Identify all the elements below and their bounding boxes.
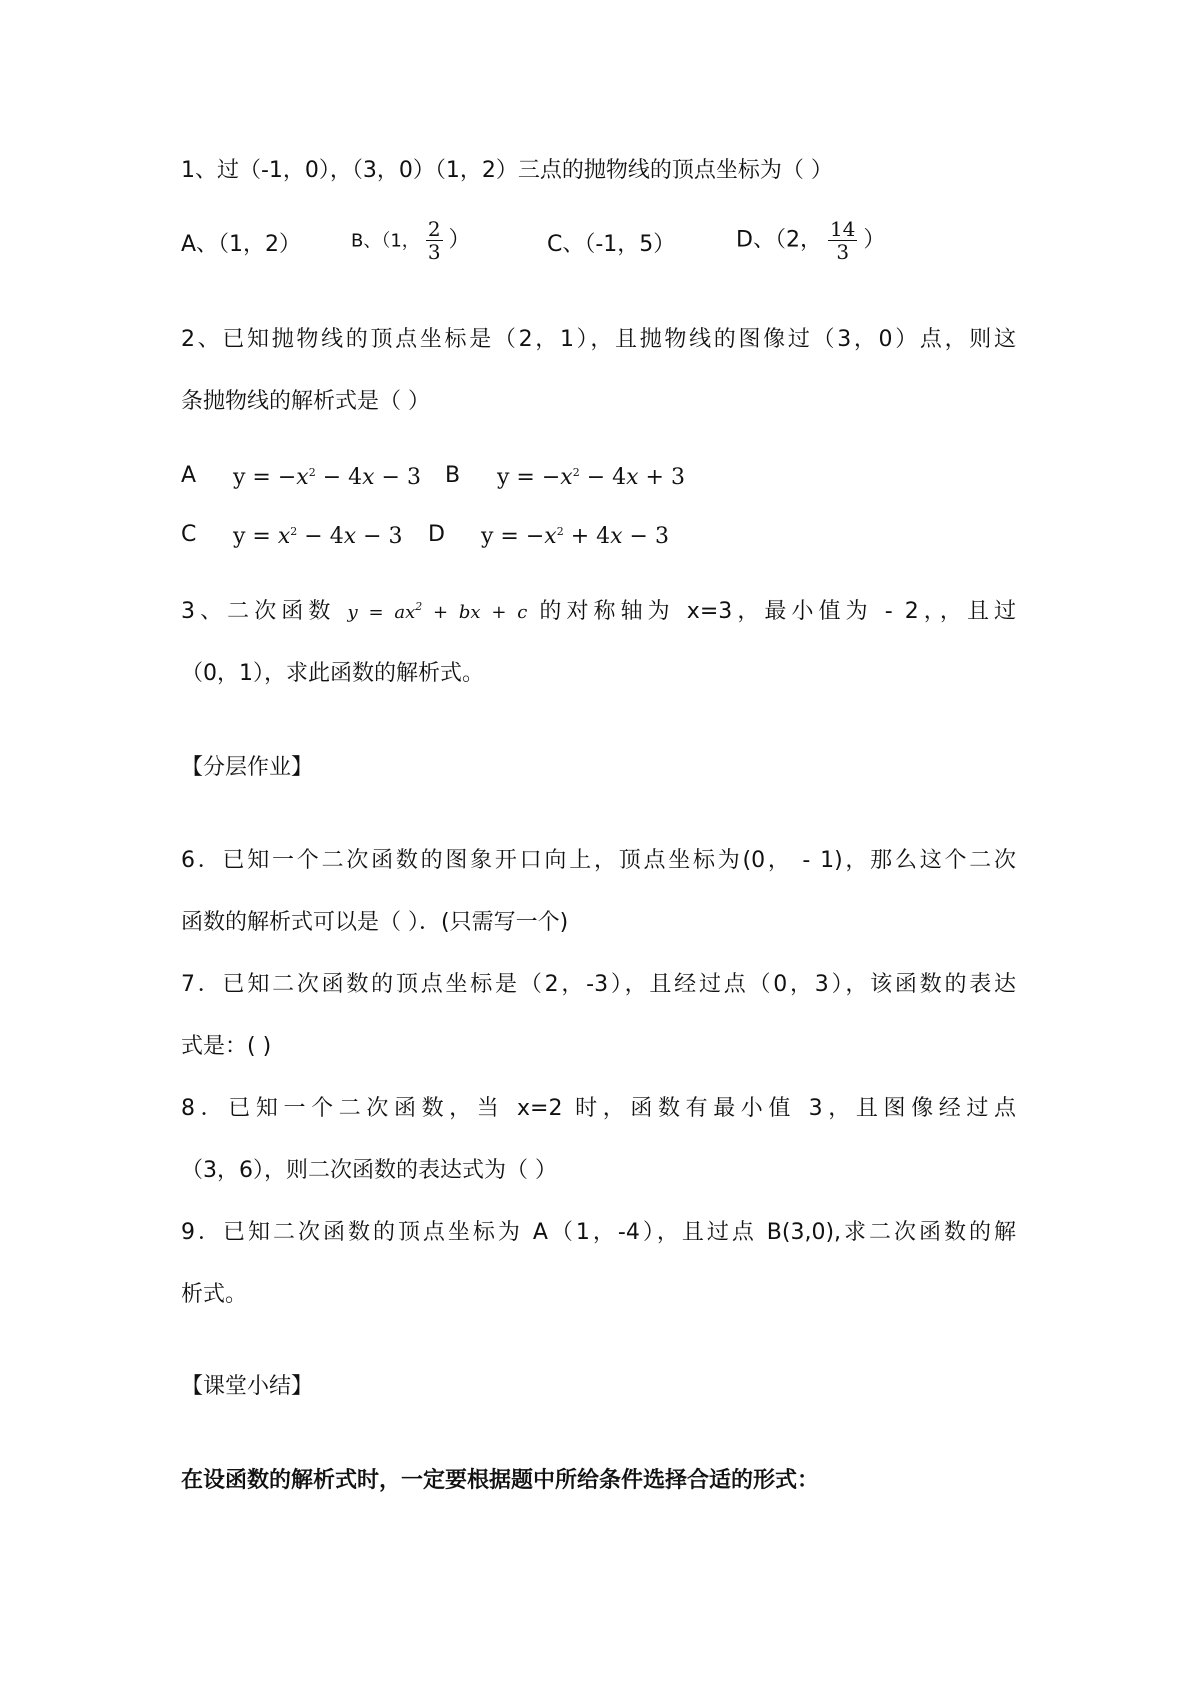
q9-line-1: 9．已知二次函数的顶点坐标为 A（1，-4），且过点 B(3,0),求二次函数的解 [181, 1220, 1016, 1245]
q1-option-d-denominator: 3 [836, 240, 850, 264]
q3-suffix: 的对称轴为 x=3，最小值为 - 2，，且过 [539, 599, 1017, 624]
q1-option-b-prefix: B、（1， [351, 230, 420, 252]
q1-option-c-text: C、（-1，5） [547, 232, 676, 257]
q1-option-d-prefix: D、（2， [736, 227, 822, 253]
q2-option-d-formula: $y = -x^2 + 4x - 3$ [481, 524, 669, 549]
q7-line-2: 式是：( ) [181, 1034, 272, 1059]
q1-option-a [181, 230, 301, 260]
q1-option-d-numerator: 14 [829, 217, 856, 241]
q1-option-b-fraction [426, 218, 443, 263]
q2-option-c-formula: $y = x^2 - 4x - 3$ [233, 524, 403, 549]
q7-line-1: 7．已知二次函数的顶点坐标是（2，-3），且经过点（0，3），该函数的表达 [181, 972, 1016, 997]
q2-option-d [428, 520, 445, 550]
q1-option-d-suffix: ） [863, 227, 886, 253]
q2-option-a [181, 461, 196, 491]
q2-option-b [445, 461, 460, 491]
q3-formula: $y = ax^2$ + bx + c [347, 600, 528, 623]
q9-line-2: 析式。 [181, 1282, 248, 1307]
summary-text: 在设函数的解析式时，一定要根据题中所给条件选择合适的形式： [181, 1468, 820, 1493]
q2-option-d-label: D [428, 522, 445, 547]
q2-option-b-label: B [445, 463, 461, 488]
q2-option-b-formula: $y = -x^2 - 4x + 3$ [497, 465, 685, 490]
q6-line-1: 6．已知一个二次函数的图象开口向上，顶点坐标为(0， - 1)，那么这个二次 [181, 848, 1016, 873]
q2-option-a-formula: $y = -x^2 - 4x - 3$ [233, 465, 421, 490]
q8-line-1: 8．已知一个二次函数，当 x=2 时，函数有最小值 3，且图像经过点 [181, 1096, 1016, 1121]
q1-option-b [351, 218, 471, 263]
q8-line-2: （3，6），则二次函数的表达式为（ ） [181, 1158, 557, 1183]
q1-option-c [547, 230, 675, 260]
q2-line-1: 2、已知抛物线的顶点坐标是（2，1），且抛物线的图像过（3，0）点，则这 [181, 327, 1016, 352]
q1-option-d [736, 218, 885, 263]
q2-option-a-label: A [181, 463, 197, 488]
q2-line-2: 条抛物线的解析式是（ ） [181, 389, 430, 414]
section-heading-homework: 【分层作业】 [181, 755, 314, 780]
q1-option-b-numerator: 2 [427, 217, 441, 241]
section-heading-summary: 【课堂小结】 [181, 1374, 314, 1399]
q3-prefix: 3、二次函数 [181, 599, 336, 624]
q1-option-a-text: A、（1，2） [181, 232, 302, 257]
q2-option-c-label: C [181, 522, 197, 547]
q1-option-d-fraction [828, 218, 857, 263]
q1-option-b-denominator: 3 [427, 240, 441, 264]
q1-option-b-suffix: ） [448, 227, 471, 253]
q3-line-1 [181, 597, 1016, 628]
q1-stem: 1、过（-1，0），（3，0）（1，2）三点的抛物线的顶点坐标为（ ） [181, 158, 833, 183]
q2-option-c [181, 520, 196, 550]
q3-line-2: （0，1），求此函数的解析式。 [181, 661, 484, 686]
q6-line-2: 函数的解析式可以是（ ）．(只需写一个) [181, 910, 569, 935]
